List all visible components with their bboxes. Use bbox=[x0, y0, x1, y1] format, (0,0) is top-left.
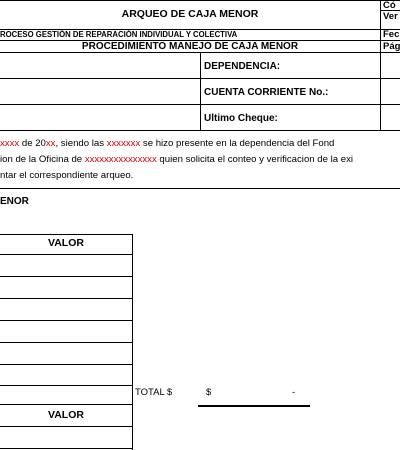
table-row[interactable] bbox=[0, 386, 131, 403]
time-placeholder: xxxxxxx bbox=[106, 138, 141, 149]
dependencia-label: DEPENDENCIA: bbox=[204, 61, 281, 72]
table-row[interactable] bbox=[0, 365, 131, 384]
cuenta-corriente-value[interactable] bbox=[382, 81, 400, 101]
table-row[interactable] bbox=[0, 255, 131, 275]
text: quien solicita el conteo y verificacion de la exi bbox=[156, 154, 354, 165]
code-label: Có bbox=[383, 0, 396, 11]
valor-header-2: VALOR bbox=[48, 409, 84, 421]
paragraph-line-3 bbox=[0, 168, 133, 184]
text: ntar el correspondiente arqueo. bbox=[0, 170, 134, 181]
section-title: ENOR bbox=[0, 196, 29, 207]
office-placeholder: xxxxxxxxxxxxxxx bbox=[84, 154, 157, 165]
text: de 20 bbox=[19, 138, 46, 149]
total-value: - bbox=[292, 387, 296, 398]
ultimo-cheque-value[interactable] bbox=[382, 107, 400, 127]
document-title: ARQUEO DE CAJA MENOR bbox=[121, 8, 259, 20]
table-row[interactable] bbox=[0, 321, 131, 341]
table-row[interactable] bbox=[0, 343, 131, 363]
total-underline bbox=[198, 405, 310, 407]
total-label: TOTAL $ bbox=[135, 387, 173, 398]
table-row[interactable] bbox=[0, 277, 131, 297]
day-placeholder: xxxx bbox=[0, 138, 20, 149]
total-currency: $ bbox=[206, 387, 212, 398]
text: ion de la Oficina de bbox=[0, 154, 85, 165]
ultimo-cheque-label: Ultimo Cheque: bbox=[204, 113, 278, 124]
process-name: ROCESO GESTIÓN DE REPARACIÓN INDIVIDUAL Y COLECTIVA bbox=[0, 30, 238, 39]
paragraph-line-2 bbox=[0, 152, 353, 168]
year-placeholder: xx bbox=[45, 138, 56, 149]
text: se hizo presente en la dependencia del Fond bbox=[140, 138, 335, 149]
date-label: Fec bbox=[383, 29, 400, 40]
dependencia-value[interactable] bbox=[382, 55, 400, 75]
cuenta-corriente-label: CUENTA CORRIENTE No.: bbox=[204, 87, 329, 98]
page-label: Pág bbox=[383, 41, 400, 52]
paragraph-line-1 bbox=[0, 136, 334, 152]
version-label: Ver bbox=[383, 11, 398, 22]
procedure-name: PROCEDIMIENTO MANEJO DE CAJA MENOR bbox=[81, 41, 299, 52]
valor-header: VALOR bbox=[48, 237, 84, 249]
table-row[interactable] bbox=[0, 299, 131, 319]
text: , siendo las bbox=[55, 138, 107, 149]
table-row[interactable] bbox=[0, 427, 131, 447]
